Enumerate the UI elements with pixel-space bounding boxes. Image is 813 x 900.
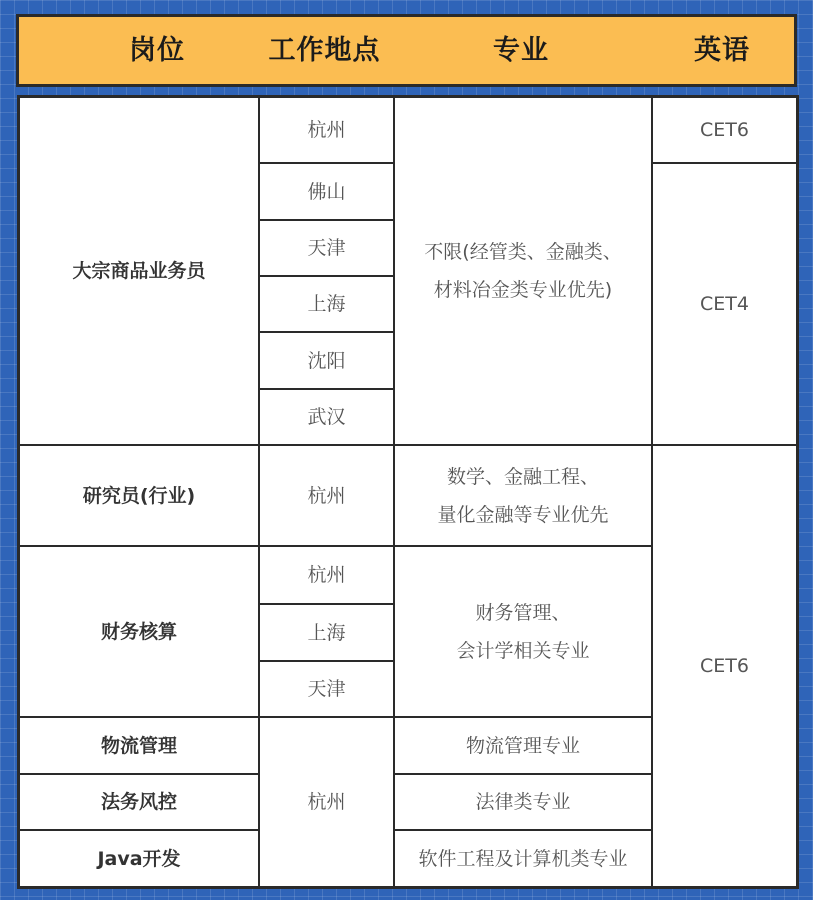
header-english: 英语: [694, 35, 750, 66]
english-cet6-bottom: CET6: [700, 655, 749, 677]
major-researcher: [395, 446, 651, 545]
major-line: 不限(经管类、金融类、: [424, 241, 622, 263]
position-java: Java开发: [97, 847, 181, 870]
position-logistics: 物流管理: [100, 734, 177, 757]
english-cet6-top: CET6: [700, 119, 749, 141]
major-legal: 法律类专业: [475, 791, 571, 813]
table-header: [16, 14, 797, 87]
major-line: 会计学相关专业: [456, 639, 590, 662]
city-cell: 杭州: [307, 119, 346, 141]
city-cell: 天津: [307, 237, 346, 259]
major-line: 财务管理、: [475, 601, 571, 624]
city-cell-shared: 杭州: [307, 791, 346, 813]
header-major: 专业: [493, 35, 549, 66]
major-line: 材料冶金类专业优先): [433, 279, 613, 301]
major-line: 量化金融等专业优先: [437, 503, 609, 526]
city-cell: 杭州: [307, 484, 346, 507]
major-accounting: [395, 547, 651, 716]
city-cell: 杭州: [307, 564, 346, 586]
header-position: 岗位: [129, 35, 185, 66]
city-cell: 武汉: [307, 406, 346, 428]
position-legal: 法务风控: [100, 791, 177, 813]
english-cet4: CET4: [700, 293, 749, 315]
major-line: 数学、金融工程、: [446, 465, 599, 488]
major-java: 软件工程及计算机类专业: [418, 847, 628, 870]
major-trader: [395, 98, 651, 444]
city-cell: 佛山: [307, 180, 346, 203]
header-location: 工作地点: [268, 35, 381, 66]
major-logistics: 物流管理专业: [465, 734, 580, 757]
recruitment-table: [17, 95, 799, 889]
position-researcher: 研究员(行业): [82, 484, 196, 507]
city-cell: 上海: [307, 293, 346, 315]
position-accounting: 财务核算: [100, 620, 177, 643]
city-cell: 天津: [307, 678, 346, 700]
position-trader: 大宗商品业务员: [72, 260, 206, 282]
city-cell: 沈阳: [307, 349, 346, 372]
city-cell: 上海: [307, 621, 346, 644]
